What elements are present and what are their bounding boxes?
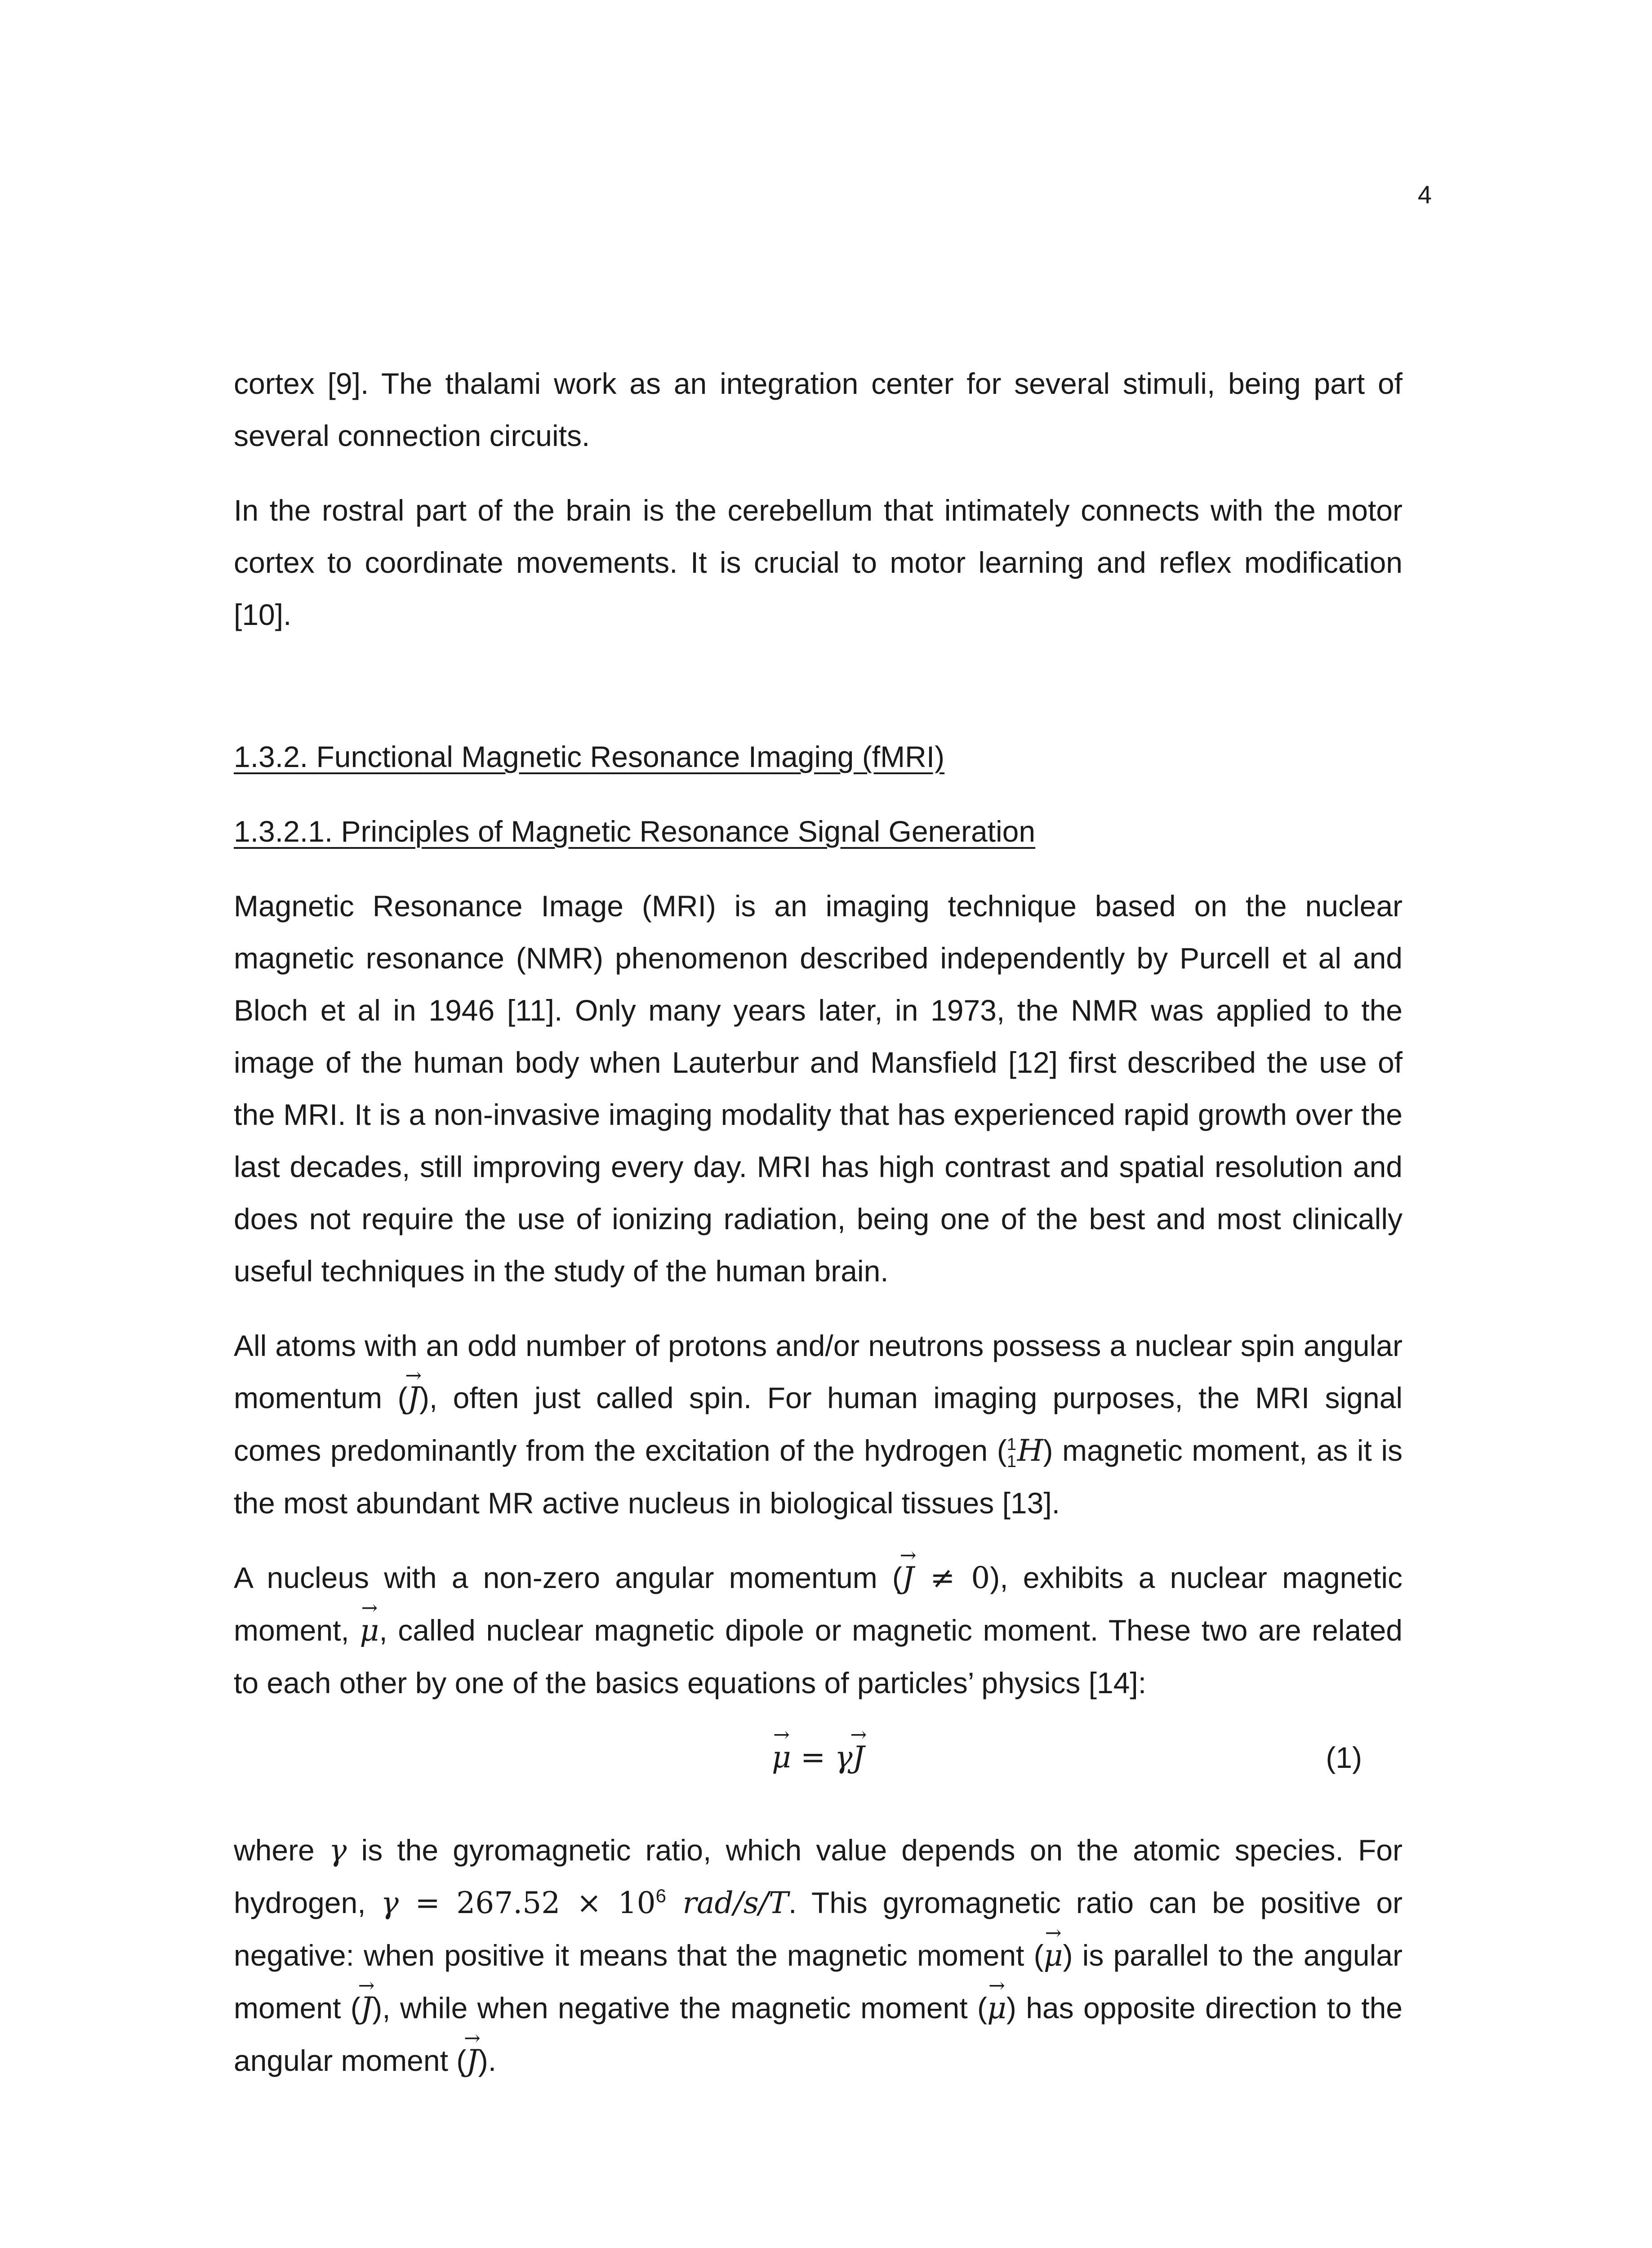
text-run: ) is parallel to the angular moment ( bbox=[234, 1939, 1403, 2025]
text-run: ). bbox=[478, 2044, 497, 2077]
equation-rhs: = γ bbox=[791, 1740, 853, 1775]
paragraph-thalami: cortex [9]. The thalami work as an integration center for several stimuli, being part of several connection circuits. bbox=[234, 367, 1403, 452]
vector-J-symbol: → J bbox=[407, 1372, 419, 1424]
text-run: ), exhibits a nuclear magnetic moment, bbox=[234, 1561, 1403, 1647]
paragraph-gyromagnetic-ratio bbox=[234, 1824, 1403, 2087]
text-run: ) magnetic moment, as it is the most abundant MR active nucleus in biological tissues [13]. bbox=[234, 1434, 1403, 1520]
equation-number: (1) bbox=[1326, 1741, 1362, 1774]
vector-mu-symbol: → μ bbox=[360, 1605, 379, 1657]
exponent: 6 bbox=[655, 1885, 666, 1906]
paragraph-mri-intro: Magnetic Resonance Image (MRI) is an imaging technique based on the nuclear magnetic resonance (NMR) phenomenon described independently by Purcell et al and Bloch et al in 1946 [11]. Only many years later, in 1973, the NMR was applied to the image of the human body when Lauterbur and Mansfield [12] first described the use of the MRI. It is a non-invasive imaging modality that has experienced rapid growth over the last decades, still improving every day. MRI has high contrast and spatial resolution and does not require the use of ionizing radiation, being one of the best and most clinically useful techniques in the study of the human brain. bbox=[234, 889, 1403, 1288]
text-run: ), while when negative the magnetic moment ( bbox=[372, 1991, 987, 2025]
isotope-mass-number: 1 bbox=[1006, 1435, 1016, 1454]
text-run: where bbox=[234, 1833, 329, 1867]
vector-J-symbol: → J bbox=[902, 1552, 914, 1604]
equation-1 bbox=[234, 1731, 1403, 1784]
paragraph-magnetic-moment bbox=[234, 1552, 1403, 1709]
gamma-symbol: γ bbox=[381, 1886, 399, 1920]
vector-mu-symbol: → μ bbox=[772, 1731, 791, 1784]
text-run: is the gyromagnetic ratio, which value depends on the atomic species. For hydrogen, bbox=[234, 1833, 1403, 1919]
vector-J-symbol: → J bbox=[853, 1731, 864, 1784]
equation-body bbox=[234, 1731, 1403, 1784]
hydrogen-symbol: H bbox=[1017, 1433, 1043, 1468]
text-run: A nucleus with a non-zero angular momentum ( bbox=[234, 1561, 902, 1594]
gamma-unit: rad/s/T bbox=[666, 1886, 789, 1920]
vector-mu-symbol: → μ bbox=[987, 1982, 1006, 2034]
page-number: 4 bbox=[1417, 180, 1432, 209]
gamma-value: = 267.52 × 10 bbox=[398, 1886, 656, 1920]
vector-mu-symbol: → μ bbox=[1044, 1930, 1063, 1982]
isotope-notation bbox=[1007, 1436, 1016, 1470]
subsection-heading-mr-signal: 1.3.2.1. Principles of Magnetic Resonance Signal Generation bbox=[234, 815, 1036, 848]
paragraph-cerebellum: In the rostral part of the brain is the cerebellum that intimately connects with the motor cortex to coordinate movements. It is crucial to motor learning and reflex modification [10]. bbox=[234, 494, 1403, 631]
text-run: , called nuclear magnetic dipole or magnetic moment. These two are related to each other by one of the basics equations of particles’ physics [14]: bbox=[234, 1614, 1403, 1699]
page-content bbox=[234, 357, 1403, 2087]
vector-J-symbol: → J bbox=[361, 1982, 372, 2034]
isotope-atomic-number: 1 bbox=[1006, 1452, 1016, 1471]
gamma-symbol: γ bbox=[329, 1833, 347, 1868]
text-run: . This gyromagnetic ratio can be positive or negative: when positive it means that the magnetic moment ( bbox=[234, 1886, 1403, 1972]
text-run: ) has opposite direction to the angular moment ( bbox=[234, 1991, 1403, 2077]
paragraph-nuclear-spin bbox=[234, 1320, 1403, 1529]
text-run: All atoms with an odd number of protons and/or neutrons possess a nuclear spin angular momentum ( bbox=[234, 1329, 1403, 1414]
vector-J-symbol: → J bbox=[466, 2035, 478, 2087]
section-heading-fmri: 1.3.2. Functional Magnetic Resonance Imaging (fMRI) bbox=[234, 740, 945, 773]
not-equal-zero: ≠ 0 bbox=[914, 1561, 990, 1595]
text-run: ), often just called spin. For human imaging purposes, the MRI signal comes predominantly from the excitation of the hydrogen ( bbox=[234, 1381, 1403, 1467]
